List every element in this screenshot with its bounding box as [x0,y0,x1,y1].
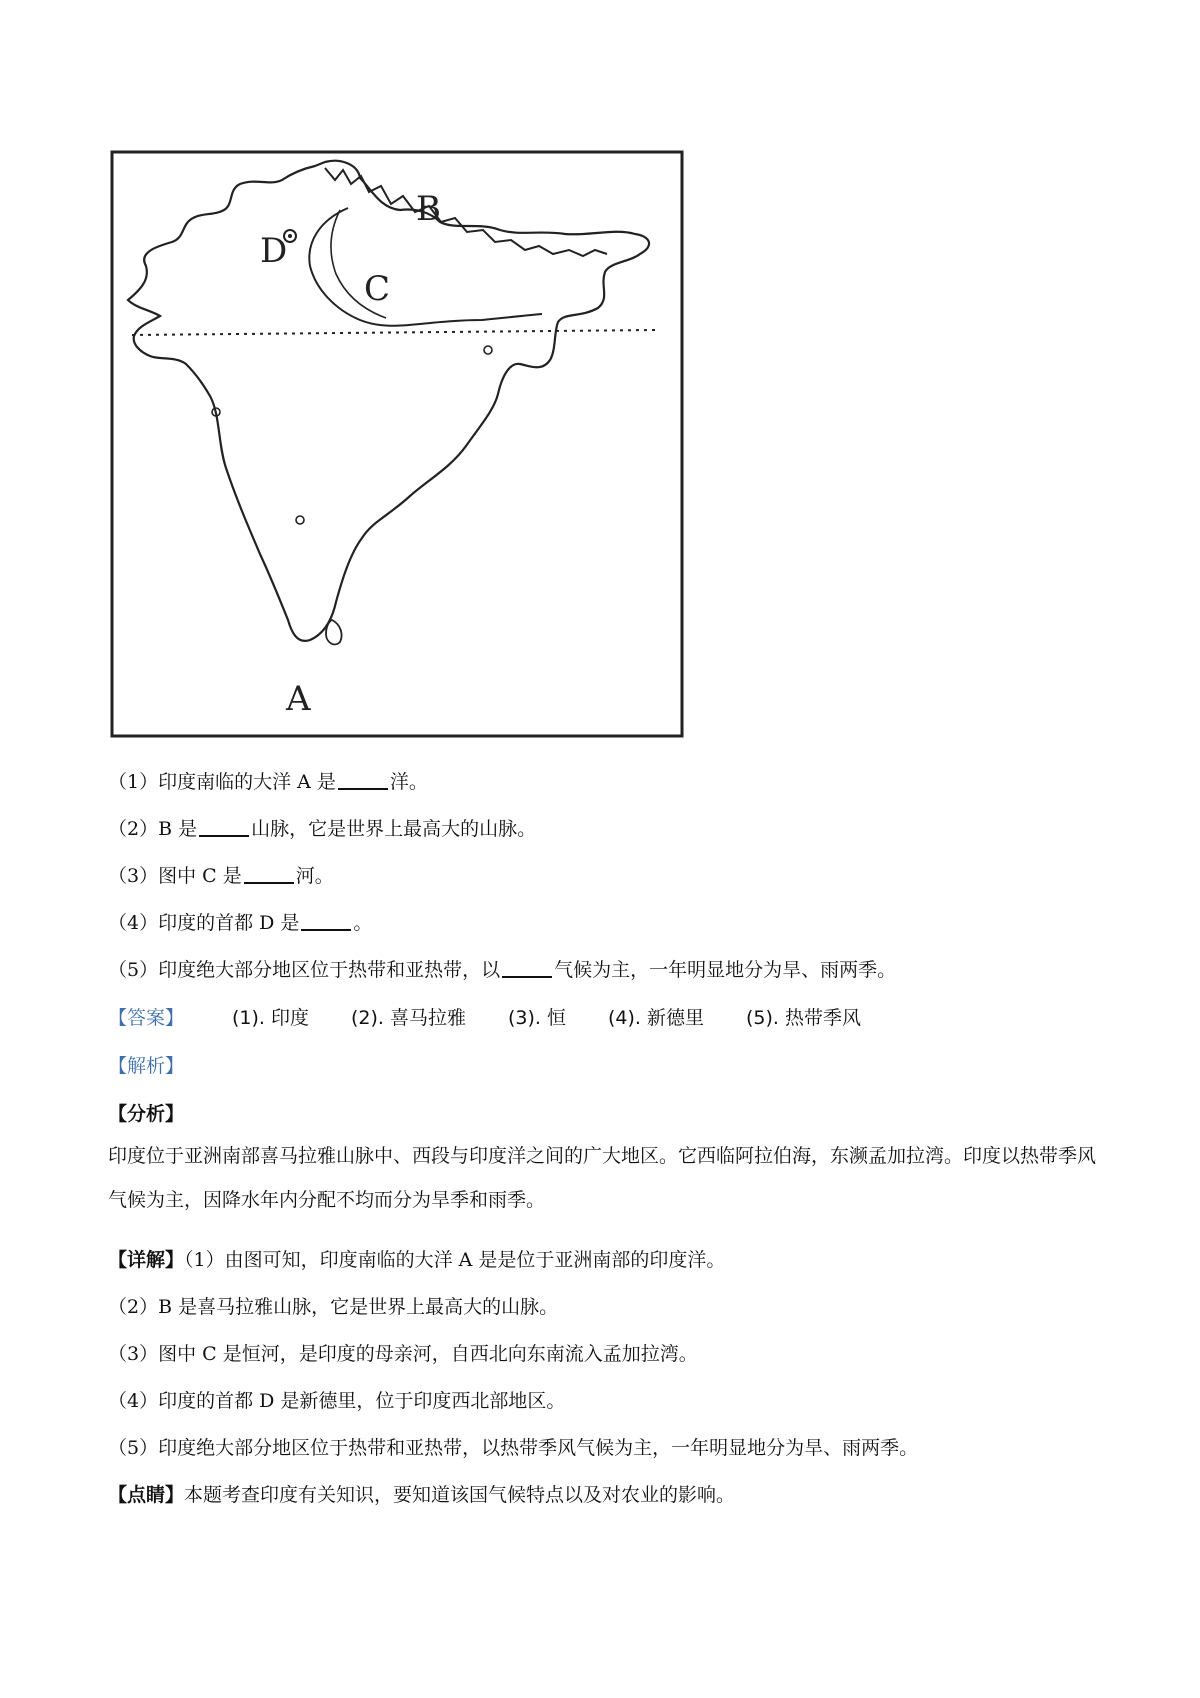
detail-line-5: （5）印度绝大部分地区位于热带和亚热带，以热带季风气候为主，一年明显地分为旱、雨两季。 [108,1437,919,1459]
dianjing-line: 【点睛】本题考查印度有关知识，要知道该国气候特点以及对农业的影响。 [108,1484,736,1506]
answer-item: (4). 新德里 [608,1007,705,1029]
detail-line-1: 【详解】（1）由图可知，印度南临的大洋 A 是是位于亚洲南部的印度洋。 [108,1249,726,1271]
map-frame [112,152,682,736]
question-4: （4）印度的首都 D 是 。 [108,912,373,934]
answer-blank [301,911,351,931]
fenxi-text: 印度位于亚洲南部喜马拉雅山脉中、西段与印度洋之间的广大地区。它西临阿拉伯海，东濒孟加拉湾。印度以热带季风气候为主，因降水年内分配不均而分为旱季和雨季。 [108,1145,1097,1211]
fenxi-label: 【分析】 [108,1103,185,1125]
question-1: （1）印度南临的大洋 A 是 洋。 [108,771,428,793]
analysis-label: 【解析】 [108,1055,185,1077]
answer-item: (1). 印度 [232,1007,310,1029]
map-label-a: A [286,679,311,719]
answer-item: (2). 喜马拉雅 [351,1007,467,1029]
answer-item: (5). 热带季风 [746,1007,862,1029]
capital-marker-dot [288,234,292,238]
answer-row [108,1004,903,1032]
india-map-figure [110,150,686,740]
answer-blank [199,817,249,837]
answer-blank [244,864,294,884]
answer-blank [502,958,552,978]
map-label-b: B [416,189,441,229]
answer-label: 【答案】 [108,1007,185,1029]
detail-line-2: （2）B 是喜马拉雅山脉，它是世界上最高大的山脉。 [108,1296,559,1318]
detail-line-4: （4）印度的首都 D 是新德里，位于印度西北部地区。 [108,1390,566,1412]
question-5: （5）印度绝大部分地区位于热带和亚热带，以 气候为主，一年明显地分为旱、雨两季。 [108,959,897,981]
map-label-d: D [260,231,288,271]
answer-item: (3). 恒 [508,1007,567,1029]
question-3: （3）图中 C 是 河。 [108,865,334,887]
answer-blank [338,770,388,790]
question-2: （2）B 是 山脉，它是世界上最高大的山脉。 [108,818,537,840]
detail-label: 【详解】 [108,1249,185,1271]
map-label-c: C [364,269,391,309]
detail-line-3: （3）图中 C 是恒河，是印度的母亲河，自西北向东南流入孟加拉湾。 [108,1343,698,1365]
dianjing-label: 【点睛】 [108,1484,185,1506]
